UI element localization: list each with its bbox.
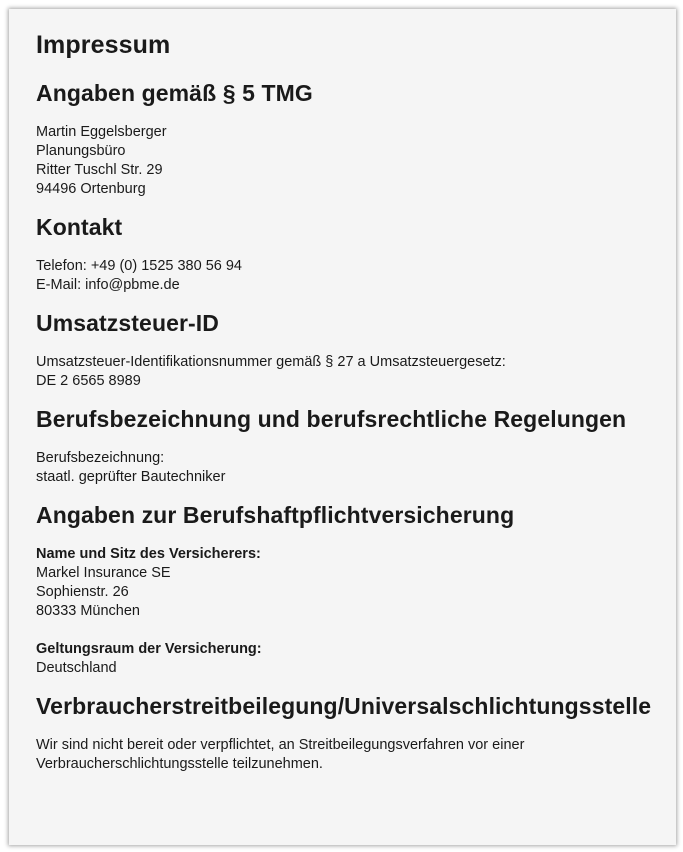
streit-heading: Verbraucherstreitbeilegung/Universalschlichtungsstelle [36, 693, 652, 719]
address-block [36, 123, 661, 199]
insurer-label: Name und Sitz des Versicherers: [36, 546, 261, 562]
beruf-value: staatl. geprüfter Bautechniker [36, 469, 226, 485]
phone-line: Telefon: +49 (0) 1525 380 56 94 [36, 258, 242, 274]
insurer-city: 80333 München [36, 603, 140, 619]
versicherung-heading: Angaben zur Berufshaftpflichtversicherung [36, 502, 515, 528]
tmg-heading: Angaben gemäß § 5 TMG [36, 80, 313, 106]
street: Ritter Tuschl Str. 29 [36, 162, 163, 178]
beruf-label: Berufsbezeichnung: [36, 450, 165, 466]
impressum-content [9, 9, 661, 774]
page-title: Impressum [36, 31, 171, 59]
email-line: E-Mail: info@pbme.de [36, 277, 180, 293]
impressum-panel [9, 9, 676, 845]
company-type: Planungsbüro [36, 143, 126, 159]
insurer-name: Markel Insurance SE [36, 565, 171, 581]
ust-heading: Umsatzsteuer-ID [36, 310, 219, 336]
streit-text: Wir sind nicht bereit oder verpflichtet, an Streitbeilegungsverfahren vor einer Verbraucherschlichtungsstelle teilzunehmen. [36, 737, 525, 772]
beruf-heading: Berufsbezeichnung und berufsrechtliche Regelungen [36, 406, 627, 432]
spacer [36, 621, 661, 640]
city: 94496 Ortenburg [36, 181, 146, 197]
scope-label: Geltungsraum der Versicherung: [36, 641, 262, 657]
ust-value: DE 2 6565 8989 [36, 373, 141, 389]
owner-name: Martin Eggelsberger [36, 124, 167, 140]
ust-label: Umsatzsteuer-Identifikationsnummer gemäß § 27 a Umsatzsteuergesetz: [36, 354, 506, 370]
contact-block [36, 257, 661, 295]
versicherung-block [36, 545, 661, 678]
kontakt-heading: Kontakt [36, 214, 123, 240]
insurer-street: Sophienstr. 26 [36, 584, 129, 600]
ust-block [36, 353, 661, 391]
scope-value: Deutschland [36, 660, 117, 676]
beruf-block [36, 449, 661, 487]
